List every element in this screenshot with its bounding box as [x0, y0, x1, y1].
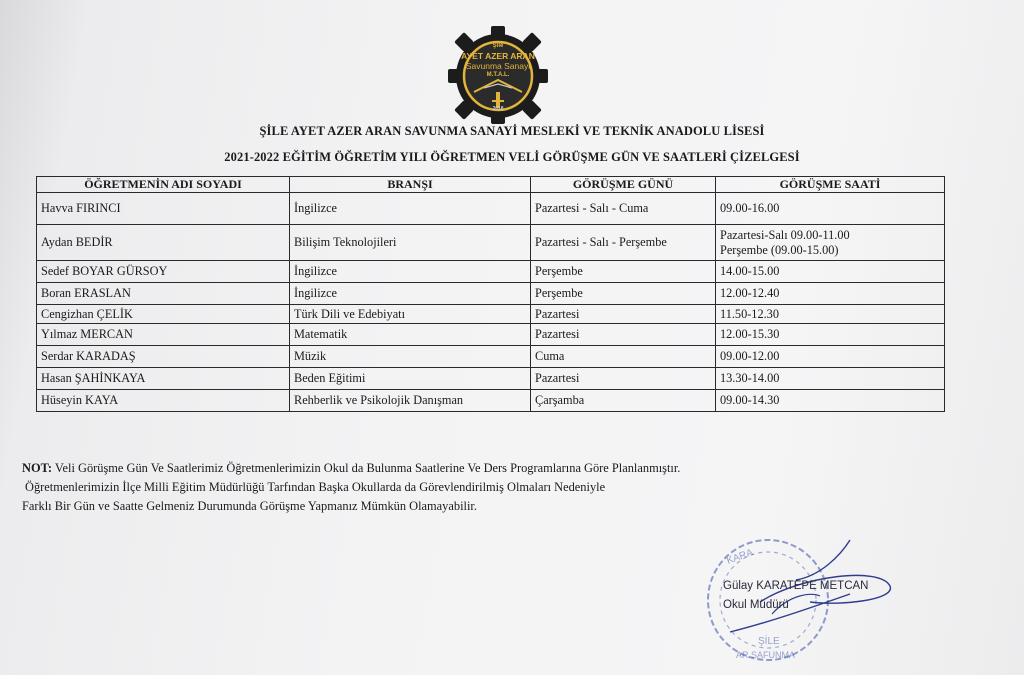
time-cell: 09.00-16.00	[716, 193, 945, 225]
header-meeting-time: GÖRÜŞME SAATİ	[716, 177, 945, 193]
header-teacher-name: ÖĞRETMENİN ADI SOYADI	[37, 177, 290, 193]
time-cell: 14.00-15.00	[716, 261, 945, 283]
table-row	[37, 225, 945, 261]
table-row	[37, 283, 945, 305]
teacher-name-cell: Havva FIRINCI	[37, 193, 290, 225]
note-label: NOT:	[22, 461, 53, 475]
day-cell: Perşembe	[531, 261, 716, 283]
branch-cell: Bilişim Teknolojileri	[290, 225, 531, 261]
day-cell: Pazartesi	[531, 324, 716, 346]
note-line-2: Öğretmenlerimizin İlçe Milli Eğitim Müdürlüğü Tarfından Başka Okullarda da Görevlendirilmiş Olmaları Nedeniyle	[25, 480, 606, 494]
day-cell: Pazartesi - Salı - Perşembe	[531, 225, 716, 261]
header-meeting-day: GÖRÜŞME GÜNÜ	[531, 177, 716, 193]
table-row	[37, 368, 945, 390]
teacher-name-cell: Aydan BEDİR	[37, 225, 290, 261]
table-row	[37, 346, 945, 368]
table-row	[37, 261, 945, 283]
principal-title: Okul Müdürü	[723, 599, 789, 611]
branch-cell: Rehberlik ve Psikolojik Danışman	[290, 390, 531, 412]
teacher-name-cell: Sedef BOYAR GÜRSOY	[37, 261, 290, 283]
branch-cell: İngilizce	[290, 193, 531, 225]
branch-cell: Matematik	[290, 324, 531, 346]
schedule-table	[36, 176, 945, 412]
teacher-name-cell: Boran ERASLAN	[37, 283, 290, 305]
header-branch: BRANŞI	[290, 177, 531, 193]
branch-cell: İngilizce	[290, 283, 531, 305]
school-title: ŞİLE AYET AZER ARAN SAVUNMA SANAYİ MESLEKİ VE TEKNİK ANADOLU LİSESİ	[259, 124, 765, 138]
branch-cell: Beden Eğitimi	[290, 368, 531, 390]
time-cell: 09.00-12.00	[716, 346, 945, 368]
teacher-name-cell: Yılmaz MERCAN	[37, 324, 290, 346]
time-cell: 13.30-14.00	[716, 368, 945, 390]
branch-cell: Türk Dili ve Edebiyatı	[290, 305, 531, 324]
time-cell: 12.00-12.40	[716, 283, 945, 305]
day-cell: Pazartesi	[531, 305, 716, 324]
note-block	[22, 459, 680, 516]
day-cell: Pazartesi	[531, 368, 716, 390]
teacher-name-cell: Hasan ŞAHİNKAYA	[37, 368, 290, 390]
stamp-text-bottom-2: AR SAFUNMA	[736, 650, 796, 660]
time-cell: 11.50-12.30	[716, 305, 945, 324]
time-line-1: Pazartesi-Salı 09.00-11.00	[720, 227, 850, 242]
day-cell: Perşembe	[531, 283, 716, 305]
time-cell	[716, 225, 945, 261]
teacher-name-cell: Serdar KARADAŞ	[37, 346, 290, 368]
time-cell: 12.00-15.30	[716, 324, 945, 346]
principal-name: Gülay KARATEPE METCAN	[723, 580, 869, 592]
note-line-3: Farklı Bir Gün ve Saatte Gelmeniz Durumunda Görüşme Yapmanız Mümkün Olamayabilir.	[22, 499, 477, 513]
logo-name: AYET AZER ARAN	[461, 51, 535, 61]
table-row	[37, 324, 945, 346]
schedule-title: 2021-2022 EĞİTİM ÖĞRETİM YILI ÖĞRETMEN VELİ GÖRÜŞME GÜN VE SAATLERİ ÇİZELGESİ	[224, 150, 800, 164]
time-cell: 09.00-14.30	[716, 390, 945, 412]
day-cell: Çarşamba	[531, 390, 716, 412]
logo-year: 2018	[492, 106, 504, 112]
branch-cell: Müzik	[290, 346, 531, 368]
table-row	[37, 390, 945, 412]
branch-cell: İngilizce	[290, 261, 531, 283]
table-row	[37, 305, 945, 324]
table-row	[37, 193, 945, 225]
day-cell: Pazartesi - Salı - Cuma	[531, 193, 716, 225]
teacher-name-cell: Cengizhan ÇELİK	[37, 305, 290, 324]
stamp-text-top: KARA	[725, 547, 755, 567]
note-line-1-text: Veli Görüşme Gün Ve Saatlerimiz Öğretmenlerimizin Okul da Bulunma Saatlerine Ve Ders Programlarına Göre Planlanmıştır.	[52, 461, 681, 475]
logo-subtitle: Savunma Sanayi	[465, 61, 531, 71]
teacher-name-cell: Hüseyin KAYA	[37, 390, 290, 412]
logo-top-text: Şile	[492, 43, 504, 49]
table-header-row	[37, 177, 945, 193]
note-line-1	[22, 459, 680, 478]
time-line-2: Perşembe (09.00-15.00)	[720, 242, 839, 257]
stamp-text-bottom: ŞİLE	[758, 636, 780, 647]
school-logo	[444, 22, 552, 126]
logo-abbr: M.T.A.L.	[486, 72, 510, 78]
day-cell: Cuma	[531, 346, 716, 368]
